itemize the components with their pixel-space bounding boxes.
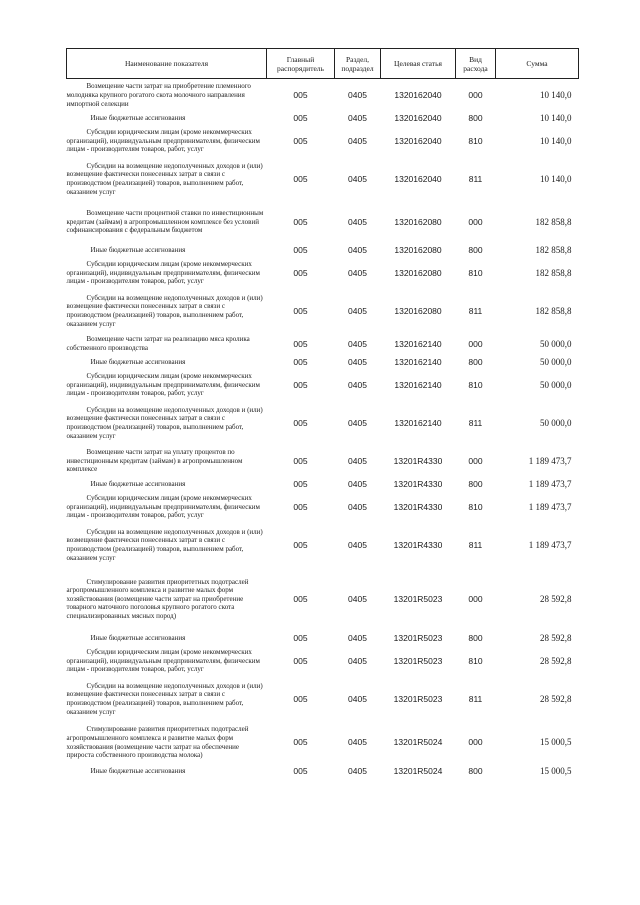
table-row bbox=[67, 645, 579, 678]
table-row bbox=[67, 79, 579, 112]
row-type: 811 bbox=[468, 417, 483, 428]
row-sum: 10 140,0 bbox=[540, 112, 572, 123]
row-sum: 182 858,8 bbox=[535, 267, 572, 278]
row-target: 1320162040 bbox=[394, 135, 442, 146]
row-chief: 005 bbox=[293, 173, 308, 184]
row-target: 1320162080 bbox=[394, 267, 442, 278]
row-target: 13201R5024 bbox=[393, 765, 443, 776]
row-chief: 005 bbox=[293, 417, 308, 428]
row-name: Стимулирование развития приоритетных подотраслей агропромышленного комплекса и развитие малых форм хозяйствования (возмещение части затрат на приобретение товарного маточного поголовья крупного рогатого скота специализированных мясных пород) bbox=[66, 577, 249, 620]
budget-table-sheet bbox=[66, 48, 578, 778]
table-row bbox=[67, 257, 579, 290]
table-row bbox=[67, 632, 579, 645]
row-target: 13201R5023 bbox=[393, 693, 443, 704]
row-name: Субсидии юридическим лицам (кроме некоммерческих организаций), индивидуальным предпринимателям, физическим лицам - производителям товаров, работ, услуг bbox=[66, 260, 260, 286]
row-name: Иные бюджетные ассигнования bbox=[90, 479, 186, 488]
row-section: 0405 bbox=[348, 305, 367, 316]
row-name: Возмещение части затрат на реализацию мяса кролика собственного производства bbox=[66, 335, 250, 352]
row-section: 0405 bbox=[348, 173, 367, 184]
row-chief: 005 bbox=[293, 305, 308, 316]
header-type: Вид расхода bbox=[456, 49, 496, 79]
row-chief: 005 bbox=[293, 765, 308, 776]
row-chief: 005 bbox=[293, 632, 308, 643]
row-sum: 1 189 473,7 bbox=[528, 455, 572, 466]
row-sum: 1 189 473,7 bbox=[528, 539, 572, 550]
row-chief: 005 bbox=[293, 135, 308, 146]
row-target: 13201R4330 bbox=[393, 455, 443, 466]
row-section: 0405 bbox=[348, 478, 367, 489]
table-row bbox=[67, 112, 579, 125]
row-chief: 005 bbox=[293, 112, 308, 123]
row-name: Субсидии на возмещение недополученных доходов и (или) возмещение фактически понесенных затрат в связи с производством (реализацией) товаров, выполнением работ, оказанием услуг bbox=[66, 527, 263, 562]
row-type: 800 bbox=[468, 356, 483, 367]
row-name: Иные бюджетные ассигнования bbox=[90, 113, 186, 122]
row-name: Субсидии на возмещение недополученных доходов и (или) возмещение фактически понесенных затрат в связи с производством (реализацией) товаров, выполнением работ, оказанием услуг bbox=[66, 161, 263, 196]
row-name: Иные бюджетные ассигнования bbox=[90, 245, 186, 254]
row-target: 13201R4330 bbox=[393, 478, 443, 489]
table-row bbox=[67, 445, 579, 478]
row-target: 1320162140 bbox=[394, 379, 442, 390]
row-chief: 005 bbox=[293, 267, 308, 278]
row-target: 1320162140 bbox=[394, 417, 442, 428]
row-type: 000 bbox=[468, 90, 483, 101]
header-name: Наименование показателя bbox=[67, 49, 267, 79]
row-type: 811 bbox=[468, 539, 483, 550]
row-target: 13201R5023 bbox=[393, 632, 443, 643]
table-row bbox=[67, 678, 579, 721]
row-section: 0405 bbox=[348, 356, 367, 367]
row-name: Иные бюджетные ассигнования bbox=[90, 633, 186, 642]
table-header bbox=[67, 49, 579, 79]
row-chief: 005 bbox=[293, 501, 308, 512]
row-target: 1320162080 bbox=[394, 244, 442, 255]
row-target: 13201R4330 bbox=[393, 501, 443, 512]
row-type: 810 bbox=[468, 379, 483, 390]
row-sum: 10 140,0 bbox=[540, 173, 572, 184]
row-chief: 005 bbox=[293, 693, 308, 704]
row-target: 13201R5023 bbox=[393, 655, 443, 666]
row-chief: 005 bbox=[293, 338, 308, 349]
row-section: 0405 bbox=[348, 455, 367, 466]
row-chief: 005 bbox=[293, 593, 308, 604]
row-chief: 005 bbox=[293, 216, 308, 227]
row-section: 0405 bbox=[348, 244, 367, 255]
row-name: Иные бюджетные ассигнования bbox=[90, 357, 186, 366]
row-sum: 1 189 473,7 bbox=[528, 501, 572, 512]
row-target: 1320162040 bbox=[394, 112, 442, 123]
row-chief: 005 bbox=[293, 244, 308, 255]
row-name: Субсидии юридическим лицам (кроме некоммерческих организаций), индивидуальным предпринимателям, физическим лицам - производителям товаров, работ, услуг bbox=[66, 648, 260, 674]
row-section: 0405 bbox=[348, 765, 367, 776]
row-name: Субсидии юридическим лицам (кроме некоммерческих организаций), индивидуальным предпринимателям, физическим лицам - производителям товаров, работ, услуг bbox=[66, 128, 260, 154]
table-row bbox=[67, 356, 579, 369]
table-row bbox=[67, 721, 579, 765]
header-sum: Сумма bbox=[496, 49, 579, 79]
row-target: 13201R5024 bbox=[393, 737, 443, 748]
row-sum: 182 858,8 bbox=[535, 244, 572, 255]
row-section: 0405 bbox=[348, 737, 367, 748]
row-type: 800 bbox=[468, 765, 483, 776]
row-section: 0405 bbox=[348, 338, 367, 349]
row-sum: 182 858,8 bbox=[535, 305, 572, 316]
table-body bbox=[67, 79, 579, 778]
row-name: Субсидии на возмещение недополученных доходов и (или) возмещение фактически понесенных затрат в связи с производством (реализацией) товаров, выполнением работ, оказанием услуг bbox=[66, 681, 263, 716]
row-section: 0405 bbox=[348, 417, 367, 428]
row-target: 1320162080 bbox=[394, 216, 442, 227]
table-row bbox=[67, 290, 579, 333]
table-row bbox=[67, 333, 579, 356]
row-section: 0405 bbox=[348, 112, 367, 123]
row-type: 810 bbox=[468, 267, 483, 278]
row-sum: 1 189 473,7 bbox=[528, 478, 572, 489]
row-name: Субсидии юридическим лицам (кроме некоммерческих организаций), индивидуальным предпринимателям, физическим лицам - производителям товаров, работ, услуг bbox=[66, 372, 260, 398]
row-sum: 10 140,0 bbox=[540, 135, 572, 146]
row-name: Субсидии на возмещение недополученных доходов и (или) возмещение фактически понесенных затрат в связи с производством (реализацией) товаров, выполнением работ, оказанием услуг bbox=[66, 405, 263, 440]
row-target: 1320162080 bbox=[394, 305, 442, 316]
row-chief: 005 bbox=[293, 737, 308, 748]
row-target: 1320162140 bbox=[394, 338, 442, 349]
row-name: Возмещение части процентной ставки по инвестиционным кредитам (займам) в агропромышленном комплексе без условий софинансирования с федеральным бюджетом bbox=[66, 209, 264, 235]
row-type: 811 bbox=[468, 693, 483, 704]
table-row bbox=[67, 402, 579, 445]
row-type: 000 bbox=[468, 737, 483, 748]
row-target: 1320162040 bbox=[394, 90, 442, 101]
row-type: 800 bbox=[468, 112, 483, 123]
row-chief: 005 bbox=[293, 455, 308, 466]
row-section: 0405 bbox=[348, 90, 367, 101]
row-chief: 005 bbox=[293, 90, 308, 101]
row-type: 000 bbox=[468, 216, 483, 227]
row-type: 000 bbox=[468, 338, 483, 349]
row-name: Иные бюджетные ассигнования bbox=[90, 766, 186, 775]
row-type: 000 bbox=[468, 455, 483, 466]
header-section: Раздел, подраздел bbox=[335, 49, 381, 79]
row-type: 800 bbox=[468, 632, 483, 643]
table-row bbox=[67, 201, 579, 244]
table-row bbox=[67, 244, 579, 257]
row-section: 0405 bbox=[348, 693, 367, 704]
row-sum: 15 000,5 bbox=[540, 765, 572, 776]
row-section: 0405 bbox=[348, 216, 367, 227]
row-type: 000 bbox=[468, 593, 483, 604]
row-name: Субсидии юридическим лицам (кроме некоммерческих организаций), индивидуальным предпринимателям, физическим лицам - производителям товаров, работ, услуг bbox=[66, 494, 260, 520]
row-type: 810 bbox=[468, 135, 483, 146]
row-chief: 005 bbox=[293, 478, 308, 489]
row-sum: 50 000,0 bbox=[540, 338, 572, 349]
row-section: 0405 bbox=[348, 539, 367, 550]
row-chief: 005 bbox=[293, 356, 308, 367]
budget-table bbox=[66, 48, 579, 778]
row-sum: 50 000,0 bbox=[540, 356, 572, 367]
row-sum: 28 592,8 bbox=[540, 655, 572, 666]
row-sum: 50 000,0 bbox=[540, 417, 572, 428]
row-section: 0405 bbox=[348, 501, 367, 512]
row-type: 810 bbox=[468, 655, 483, 666]
row-type: 810 bbox=[468, 501, 483, 512]
row-sum: 50 000,0 bbox=[540, 379, 572, 390]
row-name: Субсидии на возмещение недополученных доходов и (или) возмещение фактически понесенных затрат в связи с производством (реализацией) товаров, выполнением работ, оказанием услуг bbox=[66, 293, 263, 328]
row-section: 0405 bbox=[348, 655, 367, 666]
row-name: Возмещение части затрат на уплату процентов по инвестиционным кредитам (займам) в агропромышленном комплексе bbox=[66, 448, 243, 474]
table-row bbox=[67, 369, 579, 402]
row-sum: 10 140,0 bbox=[540, 90, 572, 101]
row-sum: 28 592,8 bbox=[540, 693, 572, 704]
row-section: 0405 bbox=[348, 593, 367, 604]
header-target: Целевая статья bbox=[381, 49, 456, 79]
row-target: 13201R5023 bbox=[393, 593, 443, 604]
row-sum: 28 592,8 bbox=[540, 593, 572, 604]
row-type: 811 bbox=[468, 305, 483, 316]
row-type: 800 bbox=[468, 244, 483, 255]
row-name: Стимулирование развития приоритетных подотраслей агропромышленного комплекса и развитие малых форм хозяйствования (возмещение части затрат на обеспечение прироста собственного производства молока) bbox=[66, 725, 249, 760]
table-row bbox=[67, 765, 579, 778]
header-chief: Главный распорядитель bbox=[267, 49, 335, 79]
table-row bbox=[67, 158, 579, 201]
row-sum: 28 592,8 bbox=[540, 632, 572, 643]
row-section: 0405 bbox=[348, 632, 367, 643]
row-section: 0405 bbox=[348, 267, 367, 278]
row-sum: 182 858,8 bbox=[535, 216, 572, 227]
row-section: 0405 bbox=[348, 135, 367, 146]
row-section: 0405 bbox=[348, 379, 367, 390]
table-row bbox=[67, 125, 579, 158]
row-name: Возмещение части затрат на приобретение племенного молодняка крупного рогатого скота молочного направления импортной селекции bbox=[66, 82, 251, 108]
row-chief: 005 bbox=[293, 655, 308, 666]
row-chief: 005 bbox=[293, 539, 308, 550]
table-row bbox=[67, 524, 579, 567]
table-row bbox=[67, 567, 579, 632]
row-target: 1320162040 bbox=[394, 173, 442, 184]
row-type: 811 bbox=[468, 173, 483, 184]
row-chief: 005 bbox=[293, 379, 308, 390]
table-row bbox=[67, 478, 579, 491]
row-target: 13201R4330 bbox=[393, 539, 443, 550]
table-row bbox=[67, 491, 579, 524]
row-type: 800 bbox=[468, 478, 483, 489]
row-target: 1320162140 bbox=[394, 356, 442, 367]
row-sum: 15 000,5 bbox=[540, 737, 572, 748]
